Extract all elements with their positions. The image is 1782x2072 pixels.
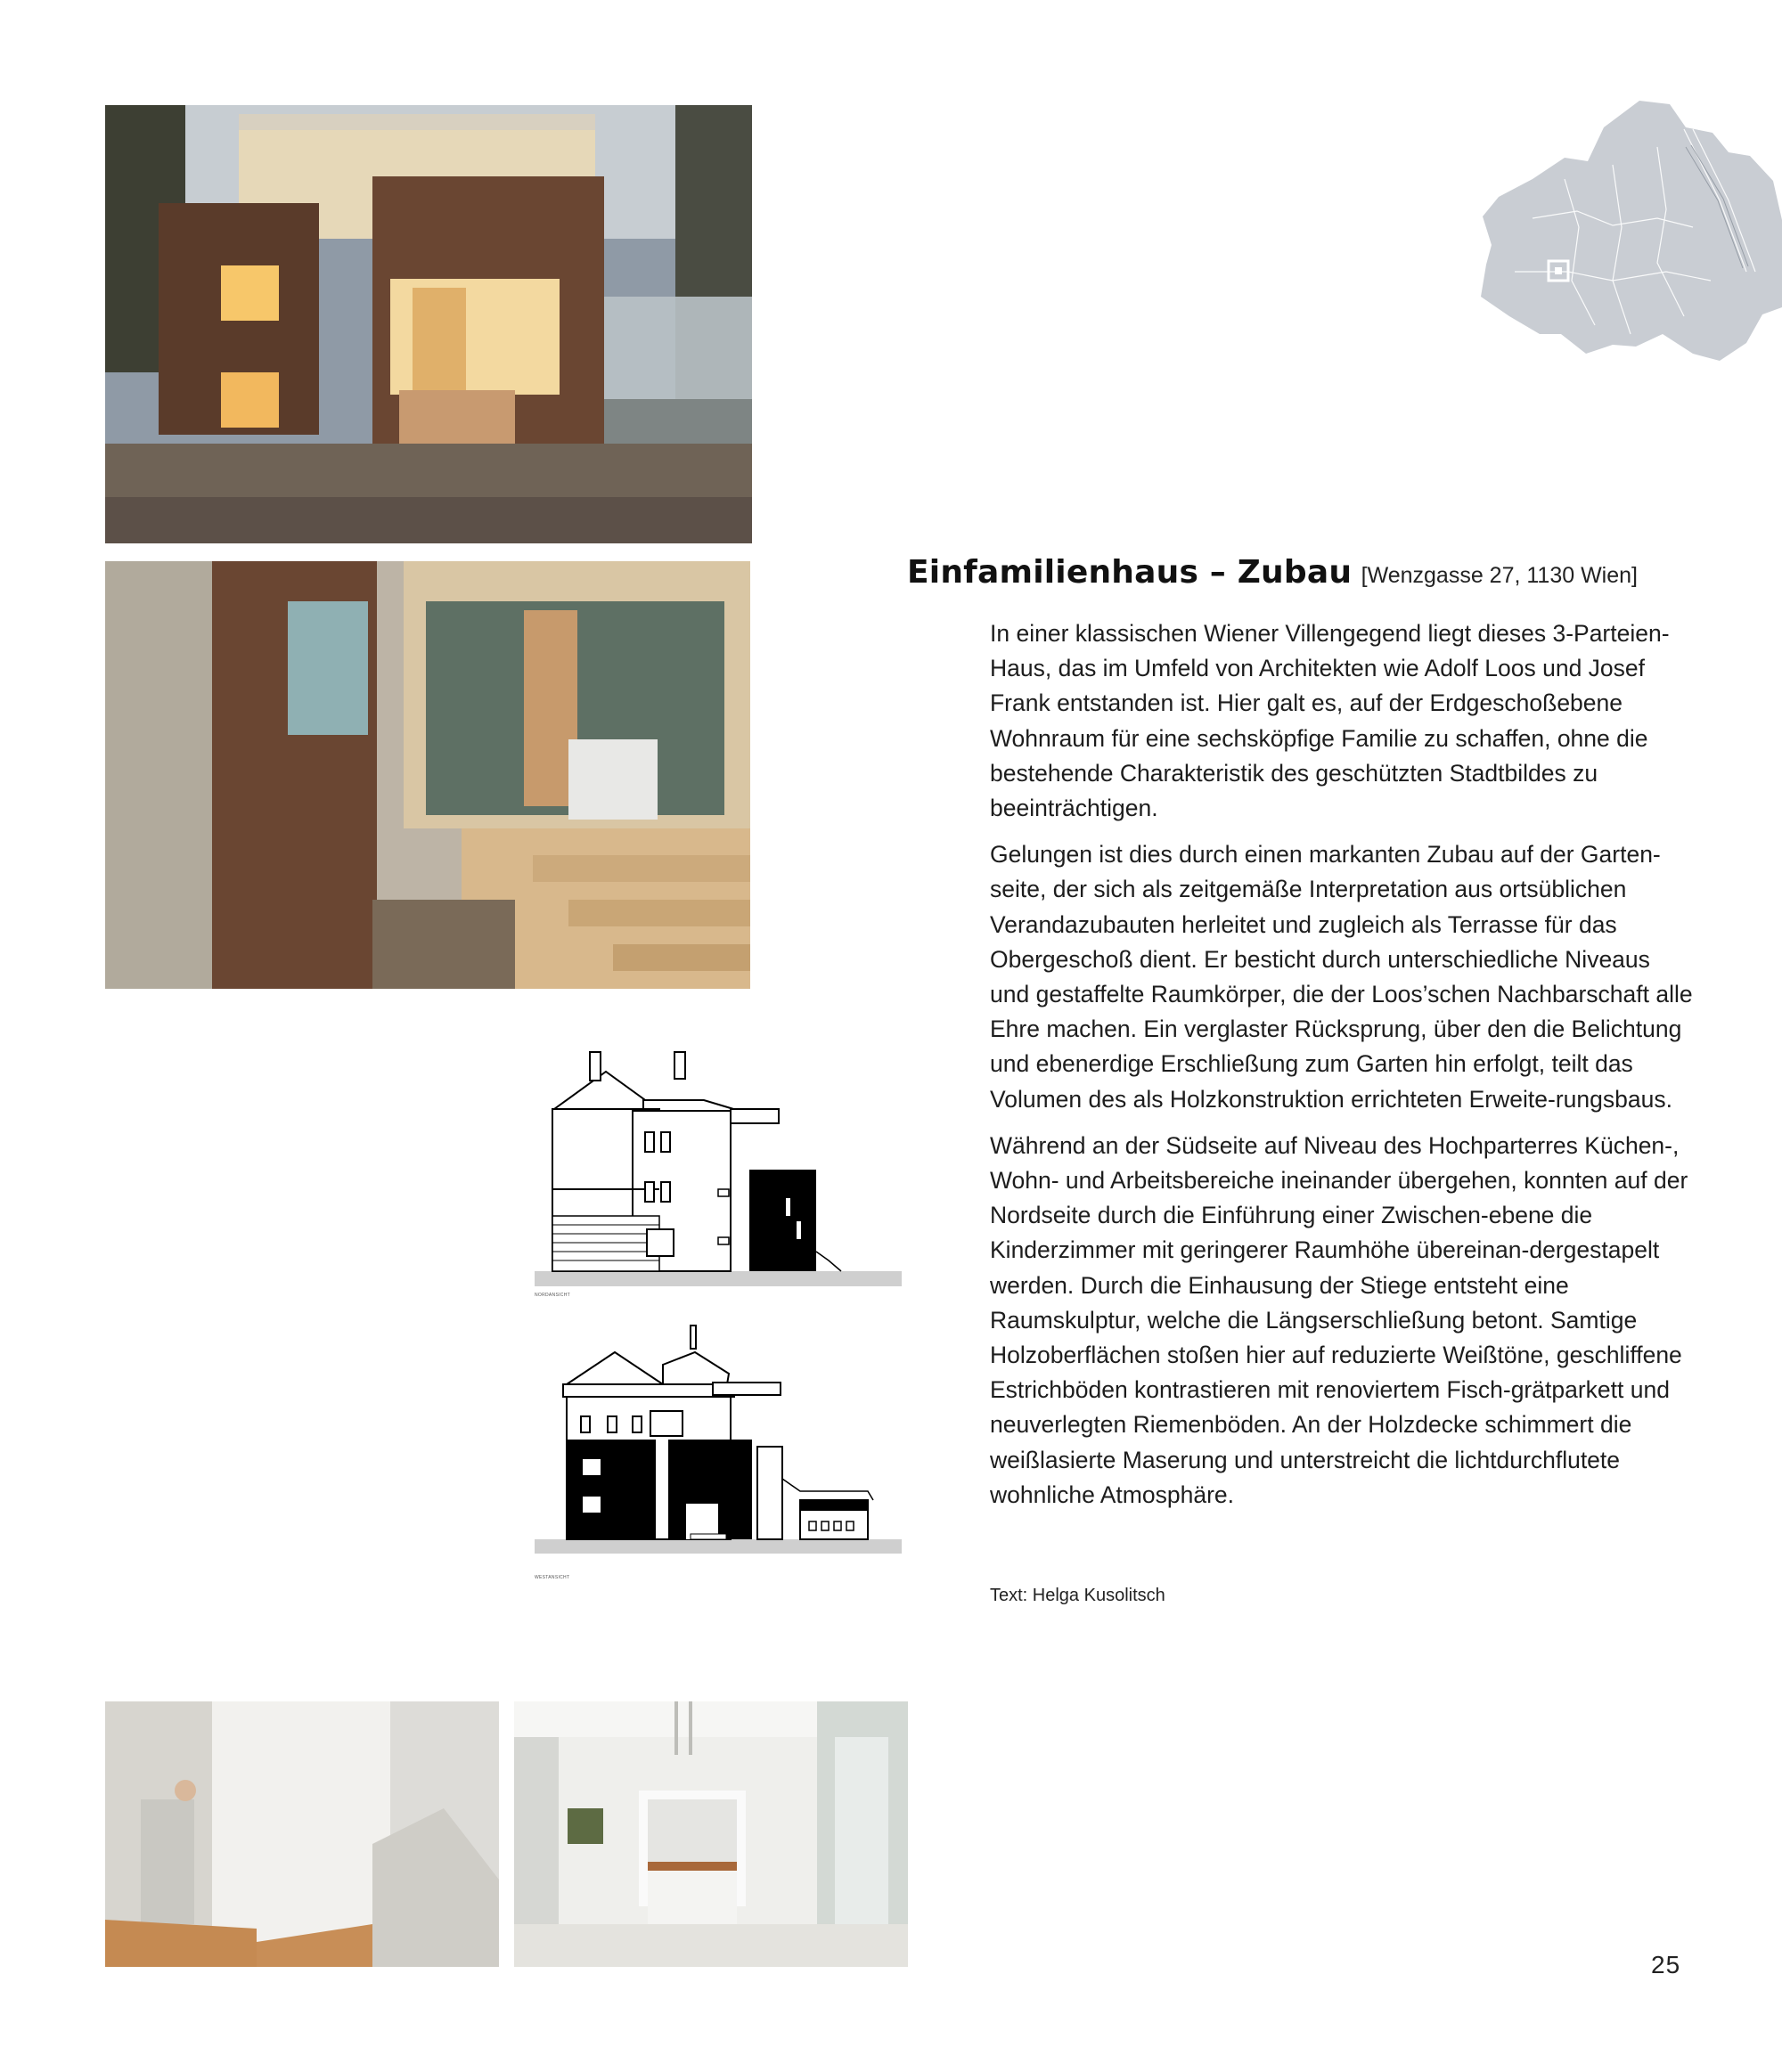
photo-interior-kitchen bbox=[514, 1701, 908, 1967]
photo-exterior-extension bbox=[105, 105, 752, 543]
photo-extension-detail bbox=[105, 561, 750, 989]
text-credit: Text: Helga Kusolitsch bbox=[990, 1586, 1165, 1605]
north-elevation-label: NORDANSICHT bbox=[535, 1293, 570, 1298]
photo-interior-stair bbox=[105, 1701, 499, 1967]
west-elevation-label: WESTANSICHT bbox=[535, 1575, 570, 1580]
article-address: [Wenzgasse 27, 1130 Wien] bbox=[1361, 563, 1638, 588]
paragraph-3: Während an der Südseite auf Niveau des Hochparterres Küchen-, Wohn- und Arbeitsbereiche ineinander übergehen, konnten auf der Nordseite durch die Einführung einer Zwischen-ebene die Kinderzimmer mit geringerer Raumhöhe übereinan-dergestapelt werden. Durch die Einhausung der Stiege entsteht eine Raumskulptur, welche die Längserschließung betont. Samtige Holzoberflächen stoßen hier auf reduzierte Weißtöne, geschliffene Estrichböden kontrastieren mit renoviertem Fisch-grätparkett und neuverlegten Riemenböden. An der Holzdecke schimmert die weißlasierte Maserung und unterstreicht die lichtdurchflutete wohnliche Atmosphäre. bbox=[990, 1131, 1688, 1508]
district-map bbox=[1479, 94, 1782, 361]
article-body bbox=[990, 616, 1694, 1524]
paragraph-2: Gelungen ist dies durch einen markanten Zubau auf der Garten-seite, der sich als zeitgemäße Interpretation aus ortsüblichen Verandazubauten herleitet und zugleich als Terrasse für das Obergeschoß dient. Er besticht durch unterschiedliche Niveaus und gestaffelte Raumkörper, die der Loos’schen Nachbarschaft alle Ehre machen. Ein verglaster Rücksprung, über den die Belichtung und ebenerdige Erschließung zum Garten hin erfolgt, teilt das Volumen des als Holzkonstruktion errichteten Erweite-rungsbaus. bbox=[990, 841, 1693, 1113]
article-heading bbox=[907, 554, 1727, 591]
paragraph-1: In einer klassischen Wiener Villengegend liegt dieses 3-Parteien-Haus, das im Umfeld von Architekten wie Adolf Loos und Josef Frank entstanden ist. Hier galt es, auf der Erdgeschoßebene Wohnraum für eine sechsköpfige Familie zu schaffen, ohne die bestehende Charakteristik des geschützten Stadtbildes zu beeinträchtigen. bbox=[990, 620, 1670, 822]
article-title: Einfamilienhaus – Zubau bbox=[907, 554, 1353, 591]
drawing-west-elevation bbox=[535, 1322, 902, 1562]
drawing-north-elevation bbox=[535, 1047, 902, 1292]
page-number: 25 bbox=[1651, 1951, 1681, 1978]
